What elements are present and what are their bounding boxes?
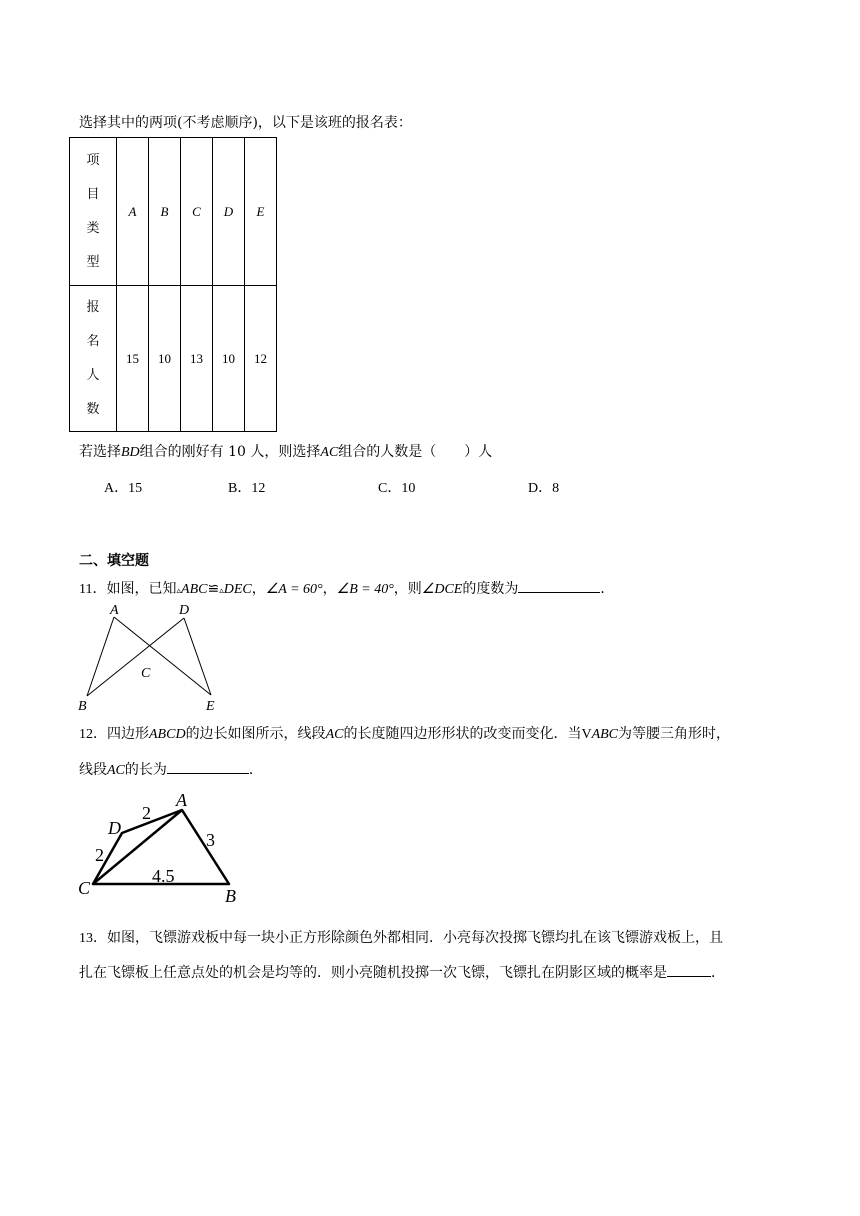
segment-AE bbox=[114, 617, 211, 695]
label-E: E bbox=[206, 699, 215, 712]
count-cell: 12 bbox=[245, 286, 277, 432]
answer-blank[interactable] bbox=[167, 772, 249, 774]
table-row-types bbox=[70, 138, 277, 286]
q10-stem: 若选择BD组合的刚好有 10 人，则选择AC组合的人数是（ ）人 bbox=[79, 444, 493, 460]
count-cell: 10 bbox=[213, 286, 245, 432]
type-cell: B bbox=[149, 138, 181, 286]
type-cell: A bbox=[117, 138, 149, 286]
type-cell: D bbox=[213, 138, 245, 286]
q10-option-b[interactable]: B．12 bbox=[228, 481, 266, 496]
q10-option-d[interactable]: D．8 bbox=[528, 481, 560, 496]
length-CD: 2 bbox=[95, 845, 104, 865]
answer-blank[interactable] bbox=[667, 975, 711, 977]
count-cell: 15 bbox=[117, 286, 149, 432]
length-AB: 3 bbox=[206, 830, 215, 850]
label-D: D bbox=[108, 818, 121, 838]
count-cell: 10 bbox=[149, 286, 181, 432]
answer-blank[interactable] bbox=[518, 591, 600, 593]
q11-stem: 11．如图，已知▵ABC≌▵DEC，∠A = 60°，∠B = 40°，则∠DCE的度数为 ． bbox=[79, 581, 615, 597]
q12-stem-line2: 线段AC的长为 ． bbox=[79, 762, 263, 778]
q12-figure bbox=[72, 788, 252, 906]
type-cell: C bbox=[181, 138, 213, 286]
label-B: B bbox=[78, 699, 87, 712]
table-row-counts bbox=[70, 286, 277, 432]
length-CB: 4.5 bbox=[152, 866, 175, 886]
label-D: D bbox=[179, 603, 190, 618]
length-DA: 2 bbox=[142, 803, 151, 823]
type-cell: E bbox=[245, 138, 277, 286]
segment-DE bbox=[184, 618, 211, 695]
q10-option-a[interactable]: A．15 bbox=[104, 481, 143, 496]
row-header-counts: 报 名 人 数 bbox=[70, 286, 117, 432]
label-B: B bbox=[225, 886, 236, 906]
row-header-types: 项 目 类 型 bbox=[70, 138, 117, 286]
segment-BD bbox=[87, 618, 184, 696]
intro-text: 选择其中的两项(不考虑顺序)，以下是该班的报名表： bbox=[79, 115, 412, 131]
q12-stem-line1: 12．四边形ABCD的边长如图所示，线段AC的长度随四边形形状的改变而变化．当VABC为等腰三角形时， bbox=[79, 726, 731, 742]
segment-AB bbox=[87, 617, 114, 696]
count-cell: 13 bbox=[181, 286, 213, 432]
label-A: A bbox=[110, 603, 119, 618]
q13-stem-line2: 扎在飞镖板上任意点处的机会是均等的．则小亮随机投掷一次飞镖，飞镖扎在阴影区域的概率是 ． bbox=[79, 965, 725, 981]
label-C: C bbox=[78, 878, 91, 898]
label-A: A bbox=[176, 790, 187, 810]
q13-stem-line1: 13．如图，飞镖游戏板中每一块小正方形除颜色外都相同．小亮每次投掷飞镖均扎在该飞镖游戏板上，且 bbox=[79, 930, 723, 946]
q11-figure bbox=[74, 600, 234, 712]
q10-option-c[interactable]: C．10 bbox=[378, 481, 416, 496]
section-title: 二、填空题 bbox=[79, 553, 149, 569]
registration-table bbox=[69, 137, 277, 432]
label-C: C bbox=[141, 666, 151, 681]
